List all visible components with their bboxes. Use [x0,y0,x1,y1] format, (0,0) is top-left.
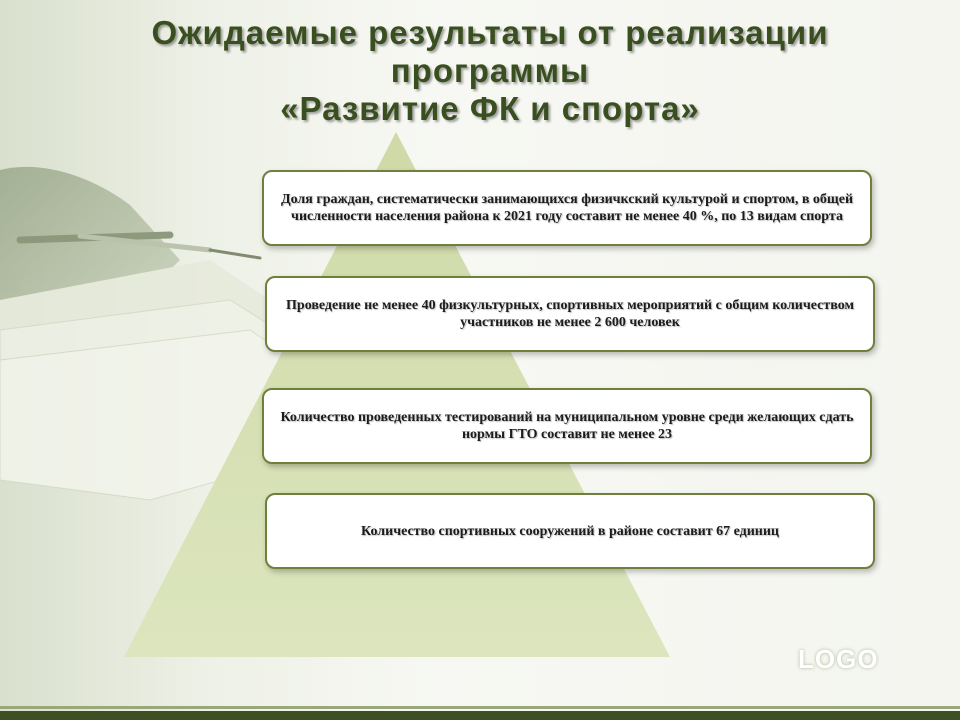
result-box-4 [265,493,875,569]
footer-line-light [0,706,960,709]
result-text-4: Количество спортивных сооружений в районе составит 67 единиц [361,523,779,539]
result-text-2: Проведение не менее 40 физкультурных, спортивных мероприятий с общим количеством участников не менее 2 600 человек [286,298,854,330]
footer-line-dark [0,711,960,720]
logo-text: LOGO [798,644,879,674]
title-line-2: программы [390,52,590,89]
result-box-1 [262,170,872,246]
result-box-2 [265,276,875,352]
result-box-3 [262,388,872,464]
result-text-3: Количество проведенных тестирований на муниципальном уровне среди желающих сдать нормы ГТО составит не менее 23 [280,410,854,442]
page-title [0,14,960,128]
title-line-3: «Развитие ФК и спорта» [280,90,700,127]
footer-band [0,706,960,720]
result-text-1: Доля граждан, систематически занимающихся физичкский культурой и спортом, в общей численности населения района к 2021 году составит не менее 40 %, по 13 видам спорта [280,192,854,224]
title-line-1: Ожидаемые результаты от реализации [151,14,829,51]
